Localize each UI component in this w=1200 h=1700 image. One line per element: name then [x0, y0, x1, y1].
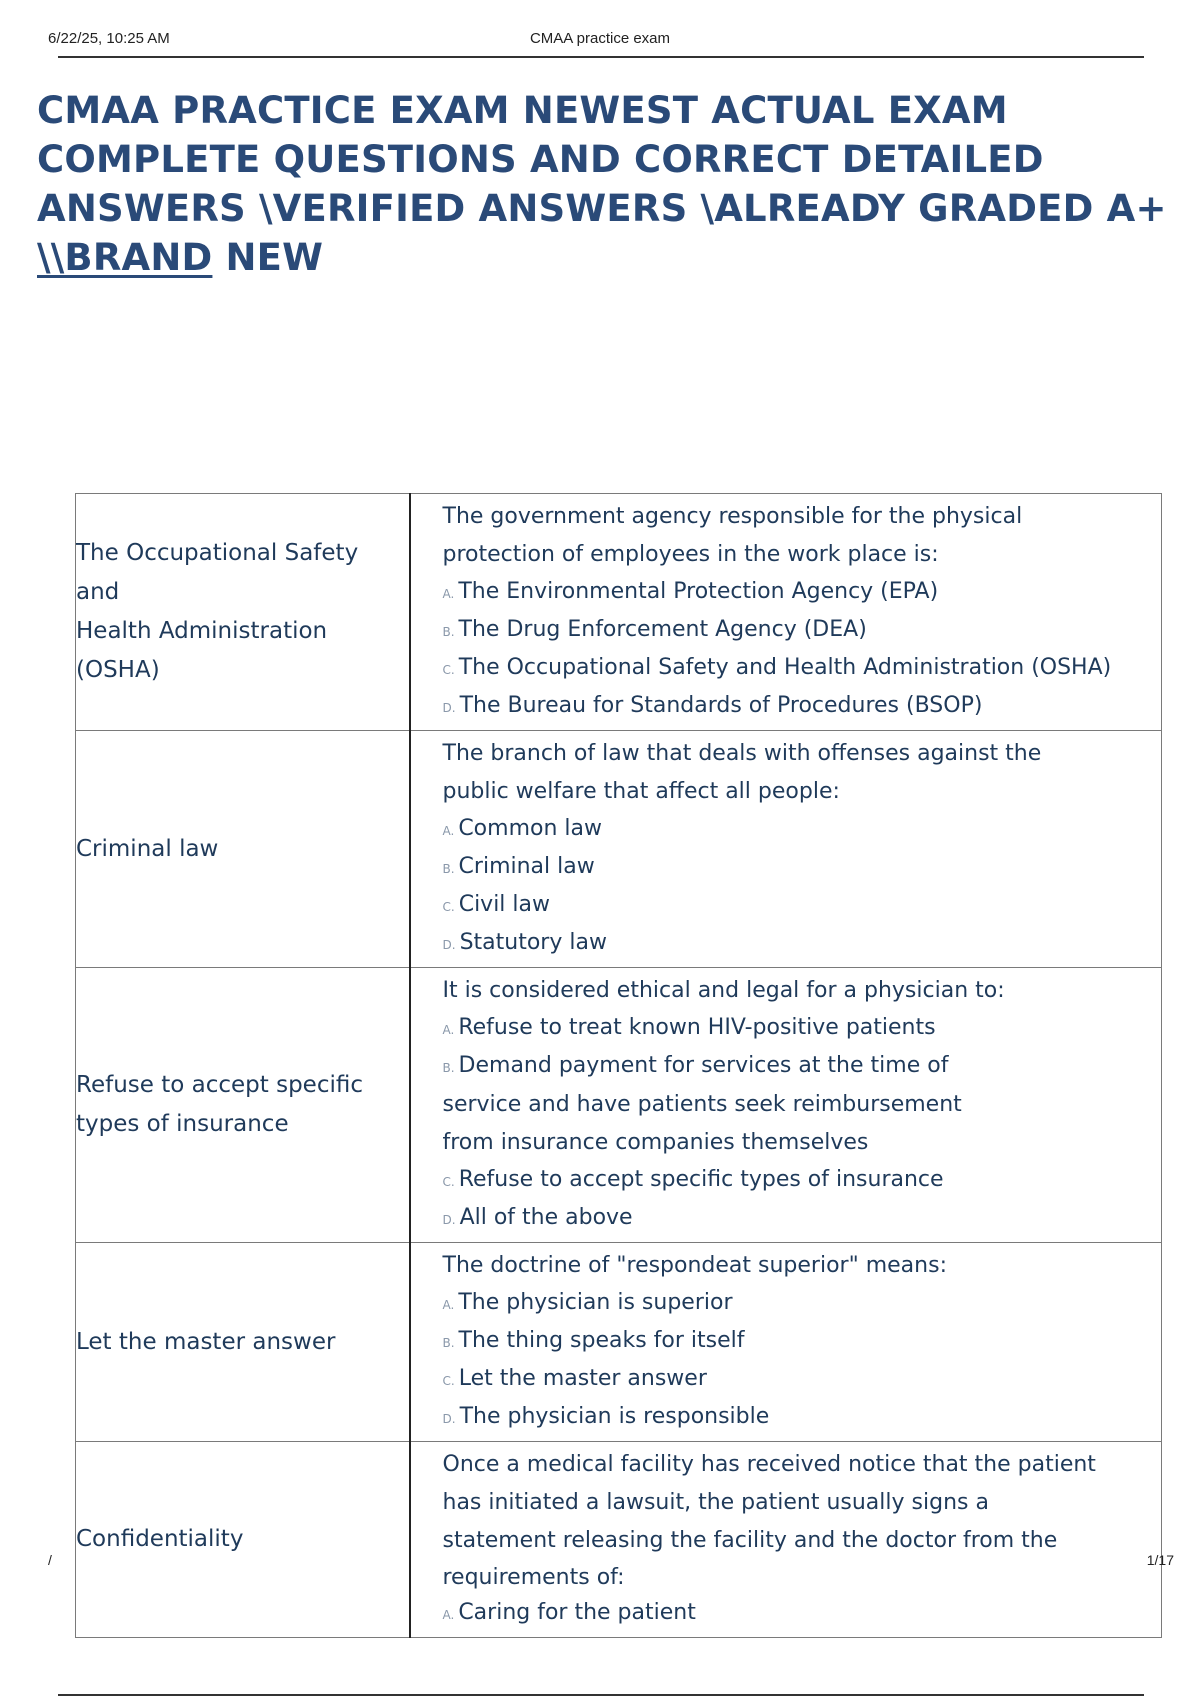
answer-option	[443, 1399, 1152, 1437]
question-cell	[410, 1442, 1162, 1638]
option-letter: A.	[442, 1023, 455, 1037]
document-title-main: CMAA PRACTICE EXAM NEWEST ACTUAL EXAM COMPLETE QUESTIONS AND CORRECT DETAILED ANSWERS \VERIFIED ANSWERS \ALREADY GRADED A+	[37, 89, 1167, 230]
answer-option	[443, 1285, 1152, 1323]
print-page-title: CMAA practice exam	[529, 30, 671, 47]
option-letter: A.	[442, 1608, 455, 1622]
option-text: Let the master answer	[458, 1366, 707, 1391]
answer-line: Let the master answer	[76, 1328, 336, 1355]
answer-option	[443, 574, 1152, 612]
flashcard-row	[76, 494, 1162, 731]
option-text: The Occupational Safety and Health Administration (OSHA)	[458, 655, 1112, 680]
option-letter: C.	[442, 1175, 455, 1189]
answer-option	[443, 1010, 1152, 1048]
answer-cell	[76, 968, 410, 1243]
header-divider	[58, 56, 1144, 58]
answer-option	[443, 1361, 1152, 1399]
question-cell	[410, 968, 1162, 1243]
option-letter: D.	[442, 938, 456, 952]
footer-mark: /	[48, 1552, 52, 1568]
option-text: Refuse to accept specific types of insurance	[458, 1167, 944, 1192]
answer-line: Criminal law	[76, 835, 219, 862]
document-title-end: NEW	[212, 236, 324, 279]
option-letter: C.	[442, 1374, 455, 1388]
answer-option	[443, 612, 1152, 650]
answer-option	[443, 1048, 1152, 1086]
option-text: Demand payment for services at the time of	[458, 1053, 949, 1078]
answer-line: types of insurance	[76, 1111, 289, 1137]
answer-line: Health Administration	[76, 618, 328, 644]
option-text: The Bureau for Standards of Procedures (BSOP)	[459, 693, 983, 718]
print-datetime: 6/22/25, 10:25 AM	[48, 30, 170, 47]
option-text: Statutory law	[459, 930, 607, 955]
option-text: Caring for the patient	[458, 1600, 696, 1625]
option-letter: C.	[442, 663, 455, 677]
answer-option	[443, 688, 1152, 726]
answer-line: (OSHA)	[76, 657, 160, 683]
option-letter: D.	[442, 1412, 456, 1426]
option-letter: B.	[442, 1061, 455, 1075]
option-text: The thing speaks for itself	[458, 1328, 745, 1353]
answer-option	[443, 887, 1152, 925]
question-line: The branch of law that deals with offenses against the	[442, 741, 1042, 766]
option-continuation: from insurance companies themselves	[442, 1130, 869, 1155]
option-text: Refuse to treat known HIV-positive patients	[458, 1015, 936, 1040]
answer-cell	[76, 731, 410, 968]
option-letter: C.	[442, 900, 455, 914]
option-text: The physician is superior	[458, 1290, 733, 1315]
option-text: Common law	[458, 816, 602, 841]
question-line: Once a medical facility has received notice that the patient	[442, 1452, 1096, 1477]
option-letter: D.	[442, 1213, 456, 1227]
answer-option	[443, 849, 1152, 887]
document-title	[37, 86, 1167, 282]
option-letter: A.	[442, 587, 455, 601]
flashcard-row	[76, 1243, 1162, 1442]
answer-line: The Occupational Safety and	[76, 540, 359, 605]
answer-cell	[76, 1442, 410, 1638]
flashcard-row	[76, 968, 1162, 1243]
page-number: 1/17	[1146, 1552, 1174, 1568]
option-text: The Environmental Protection Agency (EPA)	[458, 579, 939, 604]
answer-option	[443, 1162, 1152, 1200]
flashcard-table	[75, 493, 1162, 1638]
question-line: public welfare that affect all people:	[442, 779, 840, 804]
question-line: The doctrine of "respondeat superior" means:	[442, 1253, 947, 1278]
flashcard-row	[76, 731, 1162, 968]
option-letter: B.	[442, 1336, 455, 1350]
question-cell	[410, 731, 1162, 968]
question-cell	[410, 1243, 1162, 1442]
option-text: Criminal law	[458, 854, 595, 879]
question-line: requirements of:	[442, 1565, 625, 1590]
document-title-underlined: \\BRAND	[37, 236, 213, 279]
question-line: The government agency responsible for the physical	[442, 504, 1023, 529]
answer-cell	[76, 1243, 410, 1442]
answer-option	[443, 650, 1152, 688]
flashcard-row	[76, 1442, 1162, 1638]
option-letter: A.	[442, 824, 455, 838]
footer-divider	[58, 1694, 1144, 1696]
option-letter: D.	[442, 701, 456, 715]
answer-line: Confidentiality	[76, 1526, 244, 1552]
question-line: It is considered ethical and legal for a physician to:	[442, 978, 1005, 1003]
option-letter: A.	[442, 1298, 455, 1312]
answer-cell	[76, 494, 410, 731]
question-cell	[410, 494, 1162, 731]
option-continuation: service and have patients seek reimbursement	[442, 1092, 962, 1117]
option-text: The physician is responsible	[459, 1404, 770, 1429]
question-line: protection of employees in the work place is:	[442, 542, 939, 567]
option-letter: B.	[442, 862, 455, 876]
answer-option	[443, 1323, 1152, 1361]
question-line: has initiated a lawsuit, the patient usually signs a	[442, 1490, 989, 1515]
option-text: All of the above	[459, 1205, 633, 1230]
question-line: statement releasing the facility and the doctor from the	[442, 1528, 1058, 1553]
answer-option	[443, 1595, 1152, 1633]
answer-option	[443, 1200, 1152, 1238]
answer-option	[443, 811, 1152, 849]
option-text: The Drug Enforcement Agency (DEA)	[458, 617, 867, 642]
option-text: Civil law	[458, 892, 551, 917]
answer-line: Refuse to accept specific	[76, 1072, 363, 1098]
answer-option	[443, 925, 1152, 963]
option-letter: B.	[442, 625, 455, 639]
